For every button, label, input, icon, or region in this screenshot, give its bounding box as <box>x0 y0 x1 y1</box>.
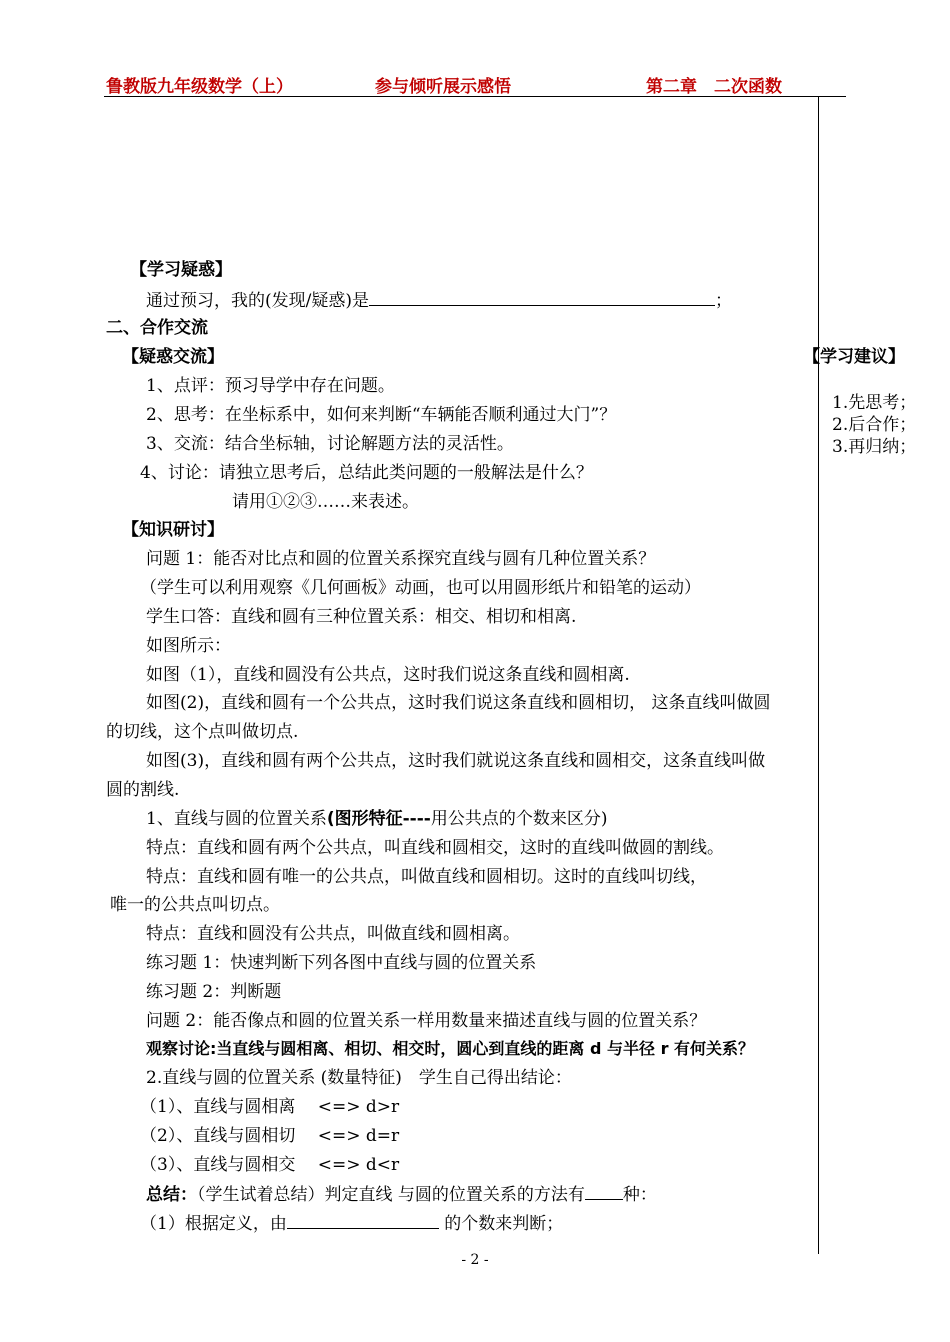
relation1-heading-a: 1、直线与圆的位置关系 <box>146 809 327 829</box>
observe-discussion: 观察讨论:当直线与圆相离、相切、相交时，圆心到直线的距离 d 与半径 r 有何关系？ <box>146 1039 755 1058</box>
question2-line: 问题 2：能否像点和圆的位置关系一样用数量来描述直线与圆的位置关系？ <box>146 1011 707 1031</box>
knowledge-line: 问题 1：能否对比点和圆的位置关系探究直线与圆有几种位置关系？ <box>146 549 656 569</box>
summary-text-a: （学生试着总结）判定直线 与圆的位置关系的方法有 <box>197 1185 585 1205</box>
feature-line: 特点：直线和圆没有公共点，叫做直线和圆相离。 <box>146 924 520 944</box>
header-motto: 参与倾听展示感悟 <box>375 77 511 97</box>
knowledge-line: 学生口答：直线和圆有三种位置关系：相交、相切和相离. <box>146 607 577 627</box>
doubt-line-text: 通过预习，我的(发现/疑惑)是 <box>146 291 369 311</box>
doubt-blank <box>369 288 715 306</box>
page-number: - 2 - <box>461 1252 489 1268</box>
knowledge-line: 如图(3)，直线和圆有两个公共点，这时我们就说这条直线和圆相交，这条直线叫做 <box>146 751 766 771</box>
knowledge-line: 如图所示： <box>146 636 231 656</box>
feature-line: 特点：直线和圆有唯一的公共点，叫做直线和圆相切。这时的直线叫切线， <box>146 867 707 887</box>
exchange-item-cont: 请用①②③……来表述。 <box>232 492 419 512</box>
knowledge-line: 如图（1），直线和圆没有公共点，这时我们说这条直线和圆相离. <box>146 665 630 685</box>
case-line: （3）、直线与圆相交 <=> d<r <box>140 1155 400 1175</box>
exercise-line: 练习题 1：快速判断下列各图中直线与圆的位置关系 <box>146 953 537 973</box>
case-line: （2）、直线与圆相切 <=> d=r <box>140 1126 400 1146</box>
relation1-heading-b: (图形特征---- <box>326 809 431 829</box>
knowledge-line: 圆的割线. <box>106 780 180 800</box>
knowledge-line: （学生可以利用观察《几何画板》动画，也可以用圆形纸片和铅笔的运动） <box>140 578 701 598</box>
definition-text-b: 的个数来判断； <box>438 1214 564 1234</box>
header-chapter: 第二章 二次函数 <box>646 77 782 97</box>
definition-line <box>140 1211 563 1235</box>
sidebar-item: 3.再归纳； <box>832 437 917 457</box>
margin-divider <box>818 97 819 1254</box>
relation2-heading: 2.直线与圆的位置关系 (数量特征) 学生自己得出结论： <box>146 1068 572 1088</box>
doubt-title: 【学习疑惑】 <box>130 260 232 280</box>
knowledge-title: 【知识研讨】 <box>122 520 224 540</box>
doubt-line <box>146 288 732 312</box>
part2-title: 二、合作交流 <box>106 318 208 338</box>
definition-text-a: （1）根据定义，由 <box>140 1214 287 1234</box>
header-book-title: 鲁教版九年级数学（上） <box>106 77 293 97</box>
exercise-line: 练习题 2：判断题 <box>146 982 282 1002</box>
summary-text-b: 种： <box>622 1185 657 1205</box>
summary-line <box>146 1182 657 1206</box>
exchange-item: 1、点评：预习导学中存在问题。 <box>146 376 395 396</box>
definition-blank <box>287 1211 439 1229</box>
sidebar-item: 2.后合作； <box>832 415 917 435</box>
feature-line: 唯一的公共点叫切点。 <box>110 895 280 915</box>
exchange-item: 4、讨论：请独立思考后，总结此类问题的一般解法是什么？ <box>140 463 593 483</box>
sidebar-item: 1.先思考； <box>832 393 917 413</box>
exchange-title: 【疑惑交流】 <box>122 347 224 367</box>
exchange-item: 2、思考：在坐标系中，如何来判断“车辆能否顺利通过大门”？ <box>146 405 617 425</box>
case-line: （1）、直线与圆相离 <=> d>r <box>140 1097 400 1117</box>
header-rule <box>104 96 846 97</box>
feature-line: 特点：直线和圆有两个公共点，叫直线和圆相交，这时的直线叫做圆的割线。 <box>146 838 724 858</box>
relation1-heading-c: 用公共点的个数来区分) <box>430 809 608 829</box>
doubt-line-end: ； <box>715 291 732 311</box>
exchange-item: 3、交流：结合坐标轴，讨论解题方法的灵活性。 <box>146 434 514 454</box>
summary-blank <box>585 1182 623 1200</box>
knowledge-line: 如图(2)，直线和圆有一个公共点，这时我们说这条直线和圆相切， 这条直线叫做圆 <box>146 693 771 713</box>
summary-label: 总结： <box>146 1185 197 1205</box>
knowledge-line: 的切线，这个点叫做切点. <box>106 722 299 742</box>
relation1-heading <box>146 808 607 830</box>
sidebar-title: 【学习建议】 <box>803 347 905 367</box>
